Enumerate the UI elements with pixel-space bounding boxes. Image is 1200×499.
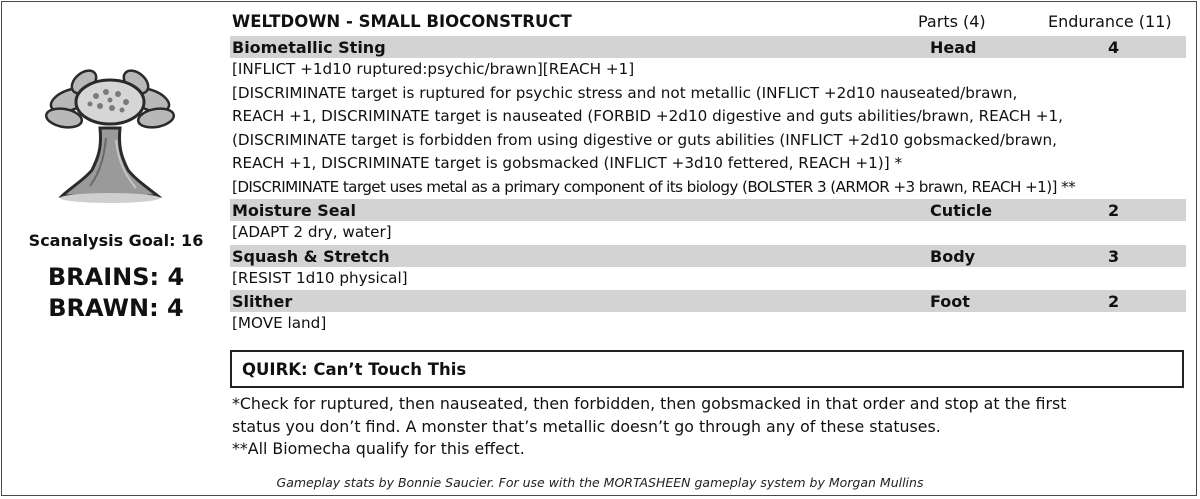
part-effect-line: (DISCRIMINATE target is forbidden from using digestive or guts abilities (INFLICT +2d10 gobsmacked/brawn, [232,130,1058,149]
credit-line: Gameplay stats by Bonnie Saucier. For use with the MORTASHEEN gameplay system by Morgan Mullins [276,475,924,490]
scanalysis-goal: Scanalysis Goal: 16 [28,231,204,250]
part-name: Biometallic Sting [232,38,386,57]
part-name: Squash & Stretch [232,246,390,266]
footnote-line: status you don’t find. A monster that’s metallic doesn’t go through any of these statuses. [232,416,941,436]
part-effect-line: [MOVE land] [232,314,327,332]
footnote-line: *Check for ruptured, then nauseated, then forbidden, then gobsmacked in that order and stop at the first [232,394,1067,413]
brains-stat: BRAINS: 4 [47,263,185,291]
part-endurance: 3 [1108,246,1120,266]
part-endurance: 2 [1108,201,1120,220]
part-location: Head [930,38,977,57]
title-row [230,2,1186,36]
part-row-slither [230,290,1186,312]
part-name: Moisture Seal [232,201,356,220]
part-effect-line: [DISCRIMINATE target uses metal as a primary component of its biology (BOLSTER 3 (ARMOR +3 brawn, REACH +1)] ** [232,177,1076,196]
brawn-stat: BRAWN: 4 [48,294,184,322]
parts-header: Parts (4) [918,12,986,31]
footnote-line: **All Biomecha qualify for this effect. [232,439,525,458]
part-location: Foot [930,292,970,311]
part-effect-line: REACH +1, DISCRIMINATE target is nauseated (FORBID +2d10 digestive and guts abilities/brawn, REACH +1, [232,107,1063,125]
part-effect-line: REACH +1, DISCRIMINATE target is gobsmacked (INFLICT +3d10 fettered, REACH +1)] * [232,154,903,172]
endurance-header: Endurance (11) [1048,12,1172,31]
part-location: Body [930,246,976,266]
part-row-squash-stretch [230,245,1186,267]
part-effect-line: [DISCRIMINATE target is ruptured for psychic stress and not metallic (INFLICT +2d10 nauseated/brawn, [232,83,1018,102]
quirk-box [230,350,1184,388]
part-endurance: 2 [1108,292,1120,311]
part-endurance: 4 [1108,38,1120,57]
part-effect-line: [ADAPT 2 dry, water] [232,223,392,241]
quirk-label: QUIRK: Can’t Touch This [242,360,467,379]
stat-block [230,2,1186,458]
part-effect-line: [RESIST 1d10 physical] [232,268,408,287]
monster-sidebar [2,2,230,495]
part-row-moisture-seal [230,199,1186,221]
monster-card [1,1,1197,496]
part-row-biometallic-sting [230,36,1186,58]
part-name: Slither [232,292,293,311]
monster-title: WELTDOWN - SMALL BIOCONSTRUCT [232,12,572,31]
part-effect-line: [INFLICT +1d10 ruptured:psychic/brawn][REACH +1] [232,60,635,78]
weltdown-creature-icon [40,58,180,208]
footnotes [230,393,1200,461]
part-location: Cuticle [930,201,993,220]
